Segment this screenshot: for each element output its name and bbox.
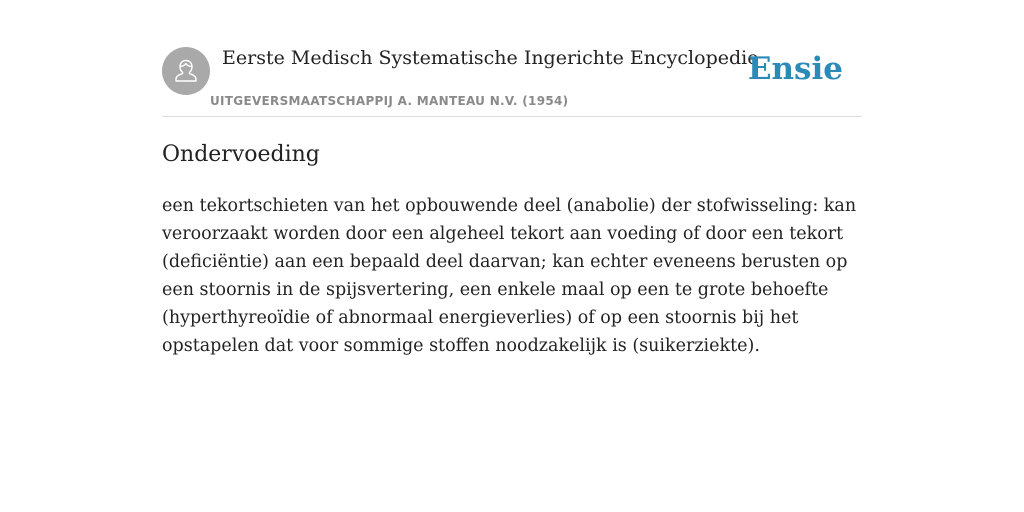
- user-silhouette-icon: [171, 56, 201, 86]
- publisher-label: UITGEVERSMAATSCHAPPIJ A. MANTEAU N.V. (1954): [210, 94, 569, 108]
- entry-body: een tekortschieten van het opbouwende deel (anabolie) der stofwisseling: kan veroorzaakt worden door een algeheel tekort aan voeding of door een tekort (deficiëntie) aan een bepaald deel daarvan; kan echter eveneens berusten op een stoornis in de spijsvertering, een enkele maal op een te grote behoefte (hyperthyreoïdie of abnormaal energieverlies) of op een stoornis bij het opstapelen dat voor sommige stoffen noodzakelijk is (suikerziekte).: [162, 196, 857, 356]
- avatar: [162, 47, 210, 95]
- brand-logo-link[interactable]: Ensie: [747, 51, 843, 87]
- content-container: [162, 0, 862, 356]
- publication-header: [162, 0, 862, 117]
- entry-title: Ondervoeding: [162, 142, 320, 167]
- publication-title[interactable]: Eerste Medisch Systematische Ingerichte Encyclopedie: [222, 47, 759, 69]
